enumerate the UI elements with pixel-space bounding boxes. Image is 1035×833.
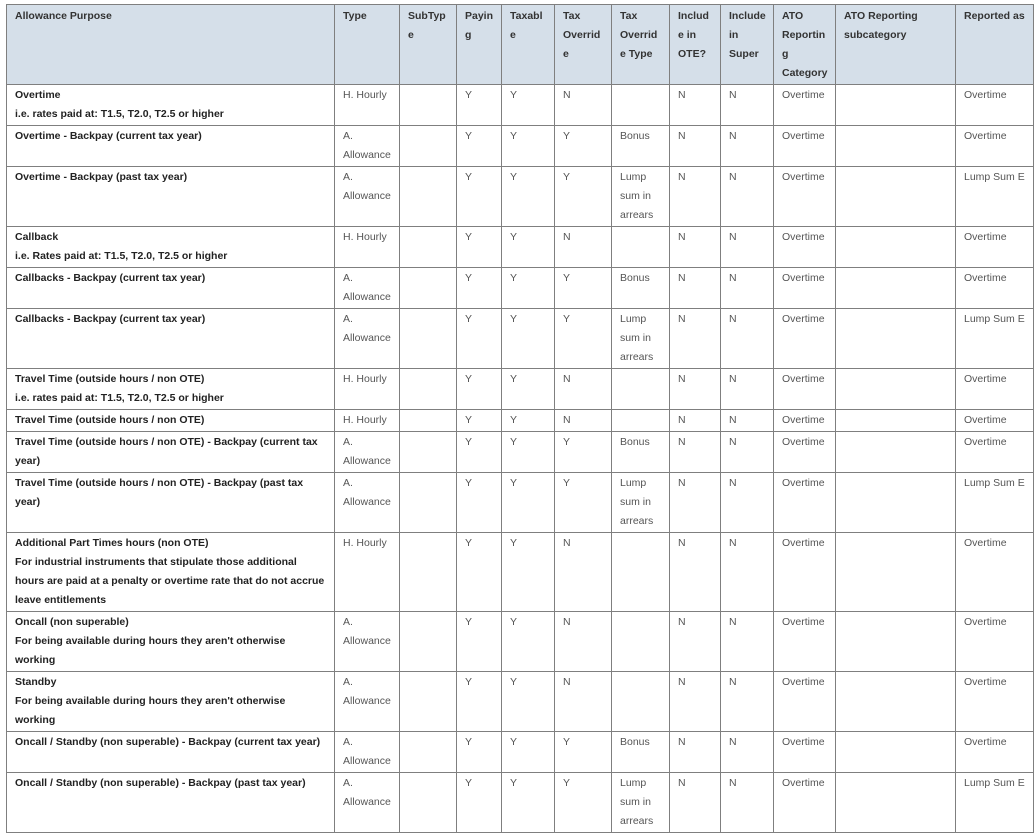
taxable-cell: Y	[502, 369, 555, 410]
tax-override-type-cell: Bonus	[612, 732, 670, 773]
allowance-purpose-cell	[7, 268, 335, 309]
tax-override-cell: Y	[555, 432, 612, 473]
include-in-ote-cell: N	[670, 85, 721, 126]
subtype-cell	[400, 612, 457, 672]
reported-as-cell: Overtime	[956, 612, 1034, 672]
subtype-cell	[400, 167, 457, 227]
include-in-super-cell: N	[721, 473, 774, 533]
type-cell: A. Allowance	[335, 473, 400, 533]
type-cell: A. Allowance	[335, 309, 400, 369]
allowance-purpose-title: Callbacks - Backpay (current tax year)	[15, 313, 206, 325]
taxable-cell: Y	[502, 612, 555, 672]
allowance-purpose-cell	[7, 432, 335, 473]
include-in-ote-cell: N	[670, 533, 721, 612]
paying-cell: Y	[457, 432, 502, 473]
reported-as-cell: Lump Sum E	[956, 167, 1034, 227]
taxable-cell: Y	[502, 410, 555, 432]
header-include-in-ote: Include in OTE?	[670, 5, 721, 85]
taxable-cell: Y	[502, 473, 555, 533]
header-ato-reporting-category: ATO Reporting Category	[774, 5, 836, 85]
reported-as-cell: Overtime	[956, 126, 1034, 167]
allowance-purpose-note: i.e. rates paid at: T1.5, T2.0, T2.5 or higher	[15, 108, 224, 120]
allowance-purpose-title: Overtime - Backpay (past tax year)	[15, 171, 188, 183]
header-row	[7, 5, 1034, 85]
paying-cell: Y	[457, 612, 502, 672]
header-tax-override: Tax Override	[555, 5, 612, 85]
include-in-ote-cell: N	[670, 369, 721, 410]
ato-category-cell: Overtime	[774, 473, 836, 533]
subtype-cell	[400, 369, 457, 410]
include-in-super-cell: N	[721, 85, 774, 126]
type-cell: H. Hourly	[335, 533, 400, 612]
ato-subcategory-cell	[836, 85, 956, 126]
paying-cell: Y	[457, 126, 502, 167]
ato-subcategory-cell	[836, 732, 956, 773]
include-in-ote-cell: N	[670, 432, 721, 473]
allowance-purpose-note: For being available during hours they aren't otherwise working	[15, 635, 286, 666]
ato-category-cell: Overtime	[774, 732, 836, 773]
ato-category-cell: Overtime	[774, 672, 836, 732]
allowance-purpose-note: For industrial instruments that stipulate those additional hours are paid at a penalty or overtime rate that do not accrue leave entitlements	[15, 556, 325, 606]
table-body	[7, 85, 1034, 833]
reported-as-cell: Overtime	[956, 268, 1034, 309]
tax-override-cell: Y	[555, 309, 612, 369]
type-cell: A. Allowance	[335, 167, 400, 227]
allowance-purpose-title: Standby	[15, 676, 57, 688]
type-cell: A. Allowance	[335, 126, 400, 167]
include-in-ote-cell: N	[670, 612, 721, 672]
include-in-ote-cell: N	[670, 732, 721, 773]
tax-override-type-cell	[612, 612, 670, 672]
allowance-purpose-title: Oncall / Standby (non superable) - Backpay (past tax year)	[15, 777, 306, 789]
table-row	[7, 369, 1034, 410]
include-in-super-cell: N	[721, 369, 774, 410]
ato-category-cell: Overtime	[774, 369, 836, 410]
allowance-purpose-note: For being available during hours they aren't otherwise working	[15, 695, 286, 726]
include-in-ote-cell: N	[670, 672, 721, 732]
paying-cell: Y	[457, 227, 502, 268]
allowance-purpose-cell	[7, 612, 335, 672]
allowance-purpose-title: Oncall (non superable)	[15, 616, 129, 628]
allowance-purpose-title: Overtime - Backpay (current tax year)	[15, 130, 202, 142]
ato-subcategory-cell	[836, 533, 956, 612]
include-in-super-cell: N	[721, 432, 774, 473]
ato-subcategory-cell	[836, 612, 956, 672]
table-row	[7, 268, 1034, 309]
taxable-cell: Y	[502, 268, 555, 309]
tax-override-type-cell	[612, 85, 670, 126]
taxable-cell: Y	[502, 672, 555, 732]
paying-cell: Y	[457, 732, 502, 773]
ato-subcategory-cell	[836, 227, 956, 268]
include-in-super-cell: N	[721, 773, 774, 833]
allowance-purpose-cell	[7, 473, 335, 533]
tax-override-cell: N	[555, 612, 612, 672]
taxable-cell: Y	[502, 732, 555, 773]
allowance-purpose-note: i.e. rates paid at: T1.5, T2.0, T2.5 or higher	[15, 392, 224, 404]
tax-override-type-cell: Lump sum in arrears	[612, 773, 670, 833]
subtype-cell	[400, 410, 457, 432]
tax-override-cell: N	[555, 410, 612, 432]
reported-as-cell: Lump Sum E	[956, 773, 1034, 833]
include-in-super-cell: N	[721, 410, 774, 432]
paying-cell: Y	[457, 473, 502, 533]
table-row	[7, 473, 1034, 533]
table-row	[7, 410, 1034, 432]
header-allowance-purpose: Allowance Purpose	[7, 5, 335, 85]
ato-subcategory-cell	[836, 126, 956, 167]
header-subtype: SubType	[400, 5, 457, 85]
paying-cell: Y	[457, 85, 502, 126]
tax-override-cell: Y	[555, 732, 612, 773]
tax-override-cell: Y	[555, 268, 612, 309]
ato-category-cell: Overtime	[774, 85, 836, 126]
table-row	[7, 732, 1034, 773]
ato-category-cell: Overtime	[774, 227, 836, 268]
include-in-super-cell: N	[721, 672, 774, 732]
type-cell: H. Hourly	[335, 410, 400, 432]
ato-category-cell: Overtime	[774, 268, 836, 309]
ato-category-cell: Overtime	[774, 309, 836, 369]
include-in-super-cell: N	[721, 732, 774, 773]
subtype-cell	[400, 473, 457, 533]
include-in-ote-cell: N	[670, 473, 721, 533]
reported-as-cell: Overtime	[956, 732, 1034, 773]
allowance-purpose-title: Overtime	[15, 89, 61, 101]
header-taxable: Taxable	[502, 5, 555, 85]
taxable-cell: Y	[502, 432, 555, 473]
ato-category-cell: Overtime	[774, 167, 836, 227]
type-cell: A. Allowance	[335, 268, 400, 309]
table-row	[7, 672, 1034, 732]
ato-category-cell: Overtime	[774, 773, 836, 833]
subtype-cell	[400, 85, 457, 126]
tax-override-type-cell: Bonus	[612, 268, 670, 309]
tax-override-type-cell	[612, 369, 670, 410]
include-in-super-cell: N	[721, 612, 774, 672]
taxable-cell: Y	[502, 126, 555, 167]
type-cell: A. Allowance	[335, 732, 400, 773]
allowance-purpose-cell	[7, 732, 335, 773]
ato-category-cell: Overtime	[774, 410, 836, 432]
ato-subcategory-cell	[836, 167, 956, 227]
paying-cell: Y	[457, 268, 502, 309]
allowance-purpose-cell	[7, 672, 335, 732]
tax-override-cell: N	[555, 672, 612, 732]
table-row	[7, 533, 1034, 612]
tax-override-cell: N	[555, 227, 612, 268]
allowance-purpose-note: i.e. Rates paid at: T1.5, T2.0, T2.5 or higher	[15, 250, 228, 262]
type-cell: A. Allowance	[335, 612, 400, 672]
allowance-purpose-title: Additional Part Times hours (non OTE)	[15, 537, 209, 549]
ato-subcategory-cell	[836, 369, 956, 410]
type-cell: H. Hourly	[335, 85, 400, 126]
table-row	[7, 432, 1034, 473]
subtype-cell	[400, 126, 457, 167]
tax-override-cell: N	[555, 533, 612, 612]
tax-override-type-cell: Lump sum in arrears	[612, 473, 670, 533]
paying-cell: Y	[457, 773, 502, 833]
subtype-cell	[400, 672, 457, 732]
subtype-cell	[400, 309, 457, 369]
allowance-purpose-title: Oncall / Standby (non superable) - Backpay (current tax year)	[15, 736, 321, 748]
allowance-purpose-cell	[7, 369, 335, 410]
ato-subcategory-cell	[836, 410, 956, 432]
ato-subcategory-cell	[836, 268, 956, 309]
allowance-purpose-cell	[7, 533, 335, 612]
table-row	[7, 167, 1034, 227]
subtype-cell	[400, 533, 457, 612]
table-row	[7, 773, 1034, 833]
paying-cell: Y	[457, 309, 502, 369]
reported-as-cell: Overtime	[956, 227, 1034, 268]
header-reported-as: Reported as	[956, 5, 1034, 85]
allowance-purpose-cell	[7, 309, 335, 369]
type-cell: H. Hourly	[335, 369, 400, 410]
allowance-purpose-cell	[7, 85, 335, 126]
include-in-super-cell: N	[721, 227, 774, 268]
include-in-ote-cell: N	[670, 126, 721, 167]
reported-as-cell: Overtime	[956, 410, 1034, 432]
paying-cell: Y	[457, 369, 502, 410]
allowance-purpose-title: Travel Time (outside hours / non OTE)	[15, 373, 205, 385]
subtype-cell	[400, 773, 457, 833]
header-include-in-super: Include in Super	[721, 5, 774, 85]
include-in-super-cell: N	[721, 533, 774, 612]
include-in-super-cell: N	[721, 126, 774, 167]
tax-override-type-cell	[612, 672, 670, 732]
ato-subcategory-cell	[836, 672, 956, 732]
reported-as-cell: Overtime	[956, 369, 1034, 410]
allowance-purpose-cell	[7, 773, 335, 833]
table-row	[7, 85, 1034, 126]
ato-category-cell: Overtime	[774, 432, 836, 473]
header-type: Type	[335, 5, 400, 85]
allowance-purpose-cell	[7, 227, 335, 268]
ato-category-cell: Overtime	[774, 533, 836, 612]
paying-cell: Y	[457, 672, 502, 732]
taxable-cell: Y	[502, 85, 555, 126]
paying-cell: Y	[457, 533, 502, 612]
reported-as-cell: Overtime	[956, 533, 1034, 612]
paying-cell: Y	[457, 410, 502, 432]
header-ato-reporting-subcategory: ATO Reporting subcategory	[836, 5, 956, 85]
allowance-purpose-title: Travel Time (outside hours / non OTE)	[15, 414, 205, 426]
tax-override-type-cell: Bonus	[612, 126, 670, 167]
reported-as-cell: Overtime	[956, 672, 1034, 732]
tax-override-type-cell: Lump sum in arrears	[612, 309, 670, 369]
type-cell: H. Hourly	[335, 227, 400, 268]
subtype-cell	[400, 268, 457, 309]
paying-cell: Y	[457, 167, 502, 227]
tax-override-type-cell	[612, 410, 670, 432]
tax-override-cell: N	[555, 85, 612, 126]
allowance-table	[6, 4, 1034, 833]
header-tax-override-type: Tax Override Type	[612, 5, 670, 85]
header-paying: Paying	[457, 5, 502, 85]
allowance-purpose-title: Travel Time (outside hours / non OTE) - Backpay (current tax year)	[15, 436, 318, 467]
taxable-cell: Y	[502, 167, 555, 227]
type-cell: A. Allowance	[335, 432, 400, 473]
include-in-ote-cell: N	[670, 227, 721, 268]
taxable-cell: Y	[502, 309, 555, 369]
allowance-purpose-cell	[7, 126, 335, 167]
subtype-cell	[400, 732, 457, 773]
reported-as-cell: Lump Sum E	[956, 473, 1034, 533]
taxable-cell: Y	[502, 533, 555, 612]
allowance-purpose-title: Callbacks - Backpay (current tax year)	[15, 272, 206, 284]
tax-override-cell: Y	[555, 473, 612, 533]
ato-subcategory-cell	[836, 473, 956, 533]
table-row	[7, 612, 1034, 672]
include-in-ote-cell: N	[670, 167, 721, 227]
ato-subcategory-cell	[836, 432, 956, 473]
include-in-ote-cell: N	[670, 410, 721, 432]
tax-override-type-cell: Lump sum in arrears	[612, 167, 670, 227]
include-in-ote-cell: N	[670, 773, 721, 833]
table-row	[7, 227, 1034, 268]
tax-override-type-cell	[612, 533, 670, 612]
allowance-purpose-title: Travel Time (outside hours / non OTE) - Backpay (past tax year)	[15, 477, 304, 508]
reported-as-cell: Overtime	[956, 432, 1034, 473]
taxable-cell: Y	[502, 227, 555, 268]
tax-override-cell: Y	[555, 126, 612, 167]
include-in-super-cell: N	[721, 268, 774, 309]
subtype-cell	[400, 227, 457, 268]
allowance-purpose-cell	[7, 167, 335, 227]
reported-as-cell: Overtime	[956, 85, 1034, 126]
ato-subcategory-cell	[836, 773, 956, 833]
ato-category-cell: Overtime	[774, 612, 836, 672]
allowance-purpose-title: Callback	[15, 231, 59, 243]
include-in-ote-cell: N	[670, 309, 721, 369]
taxable-cell: Y	[502, 773, 555, 833]
tax-override-cell: Y	[555, 773, 612, 833]
tax-override-type-cell: Bonus	[612, 432, 670, 473]
ato-category-cell: Overtime	[774, 126, 836, 167]
tax-override-cell: N	[555, 369, 612, 410]
tax-override-type-cell	[612, 227, 670, 268]
table-row	[7, 126, 1034, 167]
reported-as-cell: Lump Sum E	[956, 309, 1034, 369]
allowance-purpose-cell	[7, 410, 335, 432]
type-cell: A. Allowance	[335, 773, 400, 833]
table-row	[7, 309, 1034, 369]
include-in-super-cell: N	[721, 167, 774, 227]
tax-override-cell: Y	[555, 167, 612, 227]
subtype-cell	[400, 432, 457, 473]
include-in-super-cell: N	[721, 309, 774, 369]
type-cell: A. Allowance	[335, 672, 400, 732]
ato-subcategory-cell	[836, 309, 956, 369]
include-in-ote-cell: N	[670, 268, 721, 309]
